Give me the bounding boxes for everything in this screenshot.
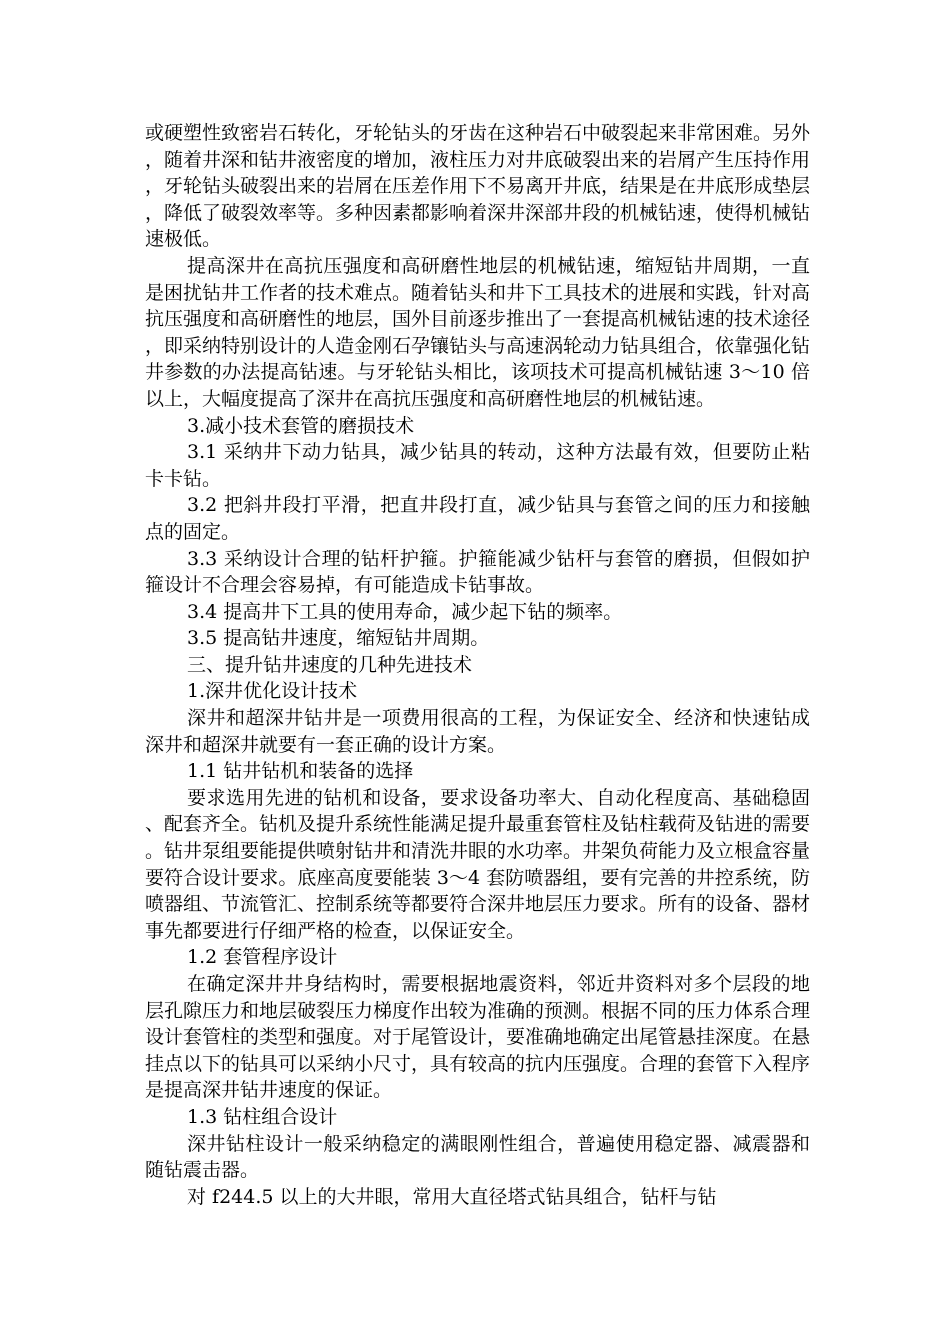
subsection-heading: 1.3 钻柱组合设计 [187,1105,338,1128]
body-paragraph: 要求选用先进的钻机和设备，要求设备功率大、自动化程度高、基础稳固、配套齐全。钻机及提升系统性能满足提升最重套管柱及钻柱载荷及钻进的需要。钻井泵组要能提供喷射钻井和清洗井眼的水功率。井架负荷能力及立根盒容量要符合设计要求。底座高度要能装 3～4 套防喷器组，要有完善的井控系统，防喷器组、节流管汇、控制系统等都要符合深井地层压力要求。所有的设备、器材事先都要进行仔细严格的检查，以保证安全。 [145,786,811,942]
list-item: 3.1 采纳井下动力钻具，减少钻具的转动，这种方法最有效，但要防止粘卡卡钻。 [145,441,810,490]
subsection-heading: 1.2 套管程序设计 [187,946,338,969]
body-paragraph: 提高深井在高抗压强度和高研磨性地层的机械钻速，缩短钻井周期，一直是困扰钻井工作者的技术难点。随着钻头和井下工具技术的进展和实践，针对高抗压强度和高研磨性的地层，国外目前逐步推出了一套提高机械钻速的技术途径，即采纳特别设计的人造金刚石孕镶钻头与高速涡轮动力钻具组合，依靠强化钻井参数的办法提高钻速。与牙轮钻头相比，该项技术可提高机械钻速 3～10 倍以上，大幅度提高了深井在高抗压强度和高研磨性地层的机械钻速。 [145,254,811,410]
list-item: 3.2 把斜井段打平滑，把直井段打直，减少钻具与套管之间的压力和接触点的固定。 [145,494,810,543]
list-item: 3.3 采纳设计合理的钻杆护箍。护箍能减少钻杆与套管的磨损，但假如护箍设计不合理会容易掉，有可能造成卡钻事故。 [145,547,810,597]
section-heading: 3.减小技术套管的磨损技术 [187,414,415,437]
body-paragraph: 深井钻柱设计一般采纳稳定的满眼刚性组合，普遍使用稳定器、减震器和随钻震击器。 [145,1132,810,1182]
subsection-heading: 1.1 钻井钻机和装备的选择 [187,760,414,783]
list-item: 3.5 提高钻井速度，缩短钻井周期。 [187,627,490,650]
section-heading: 三、提升钻井速度的几种先进技术 [187,653,473,676]
document-page [145,120,810,1210]
body-paragraph: 深井和超深井钻井是一项费用很高的工程，为保证安全、经济和快速钻成深井和超深井就要有一套正确的设计方案。 [145,707,810,756]
body-paragraph: 在确定深井井身结构时，需要根据地震资料，邻近井资料对多个层段的地层孔隙压力和地层破裂压力梯度作出较为准确的预测。根据不同的压力体系合理设计套管柱的类型和强度。对于尾管设计，要准确地确定出尾管悬挂深度。在悬挂点以下的钻具可以采纳小尺寸，具有较高的抗内压强度。合理的套管下入程序是提高深井钻井速度的保证。 [145,973,811,1102]
list-item: 3.4 提高井下工具的使用寿命，减少起下钻的频率。 [187,600,623,623]
body-paragraph: 或硬塑性致密岩石转化，牙轮钻头的牙齿在这种岩石中破裂起来非常困难。另外，随着井深和钻井液密度的增加，液柱压力对井底破裂出来的岩屑产生压持作用，牙轮钻头破裂出来的岩屑在压差作用下不易离开井底，结果是在井底形成垫层，降低了破裂效率等。多种因素都影响着深井深部井段的机械钻速，使得机械钻速极低。 [145,122,811,251]
subsection-heading: 1.深井优化设计技术 [187,680,358,703]
body-paragraph: 对 f244.5 以上的大井眼，常用大直径塔式钻具组合，钻杆与钻 [187,1185,717,1208]
